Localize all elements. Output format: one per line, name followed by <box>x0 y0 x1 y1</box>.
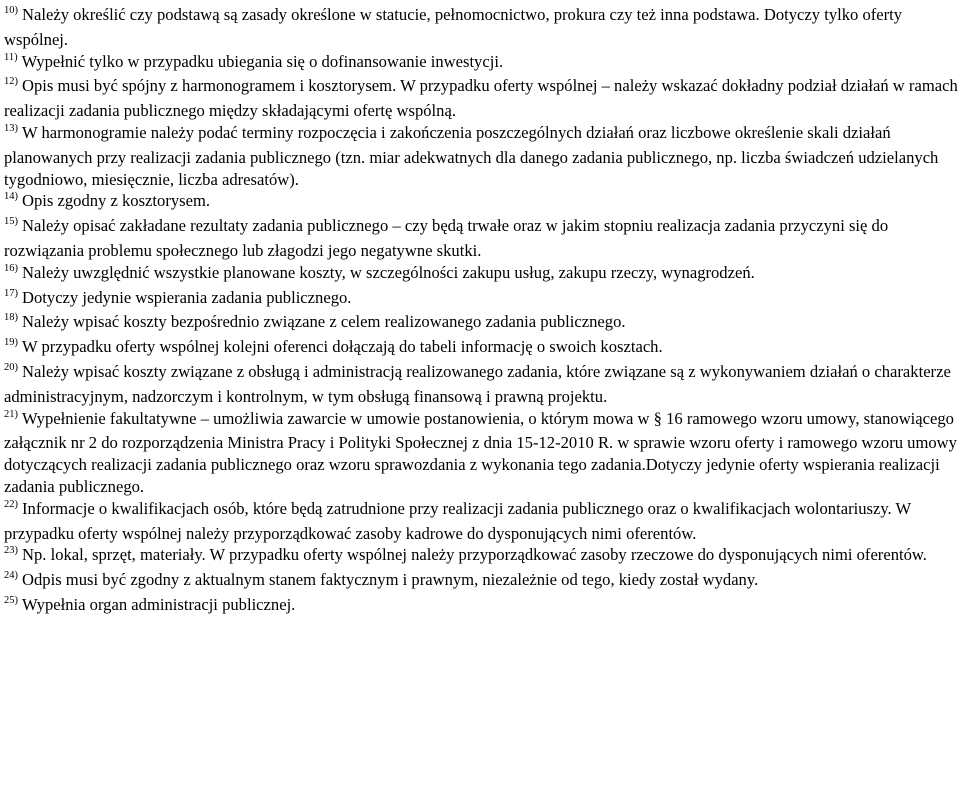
footnote-text: Należy wpisać koszty związane z obsługą i administracją realizowanego zadania, które związane są z wykonywaniem działań o charakterze administracyjnym, nadzorczym i kontrolnym, w tym obsługą finansową i prawną projektu. <box>4 361 951 406</box>
footnote-19 <box>4 336 960 361</box>
footnote-text: Należy wpisać koszty bezpośrednio związane z celem realizowanego zadania publicznego. <box>22 312 626 332</box>
footnote-number: 19) <box>4 337 18 349</box>
footnote-10 <box>4 4 960 51</box>
footnote-number: 10) <box>4 5 18 16</box>
footnote-16 <box>4 262 960 287</box>
footnote-21 <box>4 408 960 498</box>
footnote-text: W harmonogramie należy podać terminy rozpoczęcia i zakończenia poszczególnych działań oraz liczbowe określenie skali działań planowanych przy realizacji zadania publicznego (tzn. miar adekwatnych dla danego zadania publicznego, np. liczba świadczeń udzielanych tygodniowo, miesięcznie, liczba adresatów). <box>4 122 939 189</box>
footnote-text: Np. lokal, sprzęt, materiały. W przypadku oferty wspólnej należy przyporządkować zasoby rzeczowe do dysponujących nimi oferentów. <box>22 545 927 565</box>
footnote-24 <box>4 569 960 594</box>
footnote-17 <box>4 287 960 312</box>
footnote-number: 14) <box>4 191 18 203</box>
footnote-text: Opis musi być spójny z harmonogramem i kosztorysem. W przypadku oferty wspólnej – należy wskazać dokładny podział działań w ramach realizacji zadania publicznego między składającymi ofertę wspólną. <box>4 76 958 121</box>
footnote-number: 16) <box>4 262 18 274</box>
footnote-14 <box>4 190 960 215</box>
footnote-number: 23) <box>4 545 18 557</box>
footnote-text: Należy uwzględnić wszystkie planowane koszty, w szczególności zakupu usług, zakupu rzeczy, wynagrodzeń. <box>22 262 755 282</box>
footnote-text: Informacje o kwalifikacjach osób, które będą zatrudnione przy realizacji zadania publicznego oraz o kwalifikacjach wolontariuszy. W przypadku oferty wspólnej należy przyporządkować zasoby kadrowe do dysponujących nimi oferentów. <box>4 498 911 543</box>
footnote-13 <box>4 122 960 190</box>
footnote-22 <box>4 498 960 545</box>
footnote-text: W przypadku oferty wspólnej kolejni oferenci dołączają do tabeli informację o swoich kosztach. <box>22 337 663 357</box>
footnote-text: Wypełnienie fakultatywne – umożliwia zawarcie w umowie postanowienia, o którym mowa w § 16 ramowego wzoru umowy, stanowiącego załącznik nr 2 do rozporządzenia Ministra Pracy i Polityki Społecznej z dnia 15-12-2010 R. w sprawie wzoru oferty i ramowego wzoru umowy dotyczących realizacji zadania publicznego oraz wzoru sprawozdania z wykonania tego zadania.Dotyczy jedynie oferty wspierania realizacji zadania publicznego. <box>4 408 957 496</box>
footnote-23 <box>4 544 960 569</box>
footnote-number: 12) <box>4 76 18 88</box>
footnote-18 <box>4 311 960 336</box>
footnote-text: Opis zgodny z kosztorysem. <box>22 191 211 211</box>
footnote-12 <box>4 75 960 122</box>
footnote-text: Należy opisać zakładane rezultaty zadania publicznego – czy będą trwałe oraz w jakim stopniu realizacja zadania przyczyni się do rozwiązania problemu społecznego lub złagodzi jego negatywne skutki. <box>4 216 889 260</box>
footnote-number: 20) <box>4 361 18 373</box>
footnote-text: Odpis musi być zgodny z aktualnym stanem faktycznym i prawnym, niezależnie od tego, kiedy został wydany. <box>22 570 759 590</box>
footnote-number: 11) <box>4 51 18 63</box>
footnote-number: 18) <box>4 312 18 324</box>
footnote-number: 25) <box>4 594 18 606</box>
footnote-number: 21) <box>4 408 18 420</box>
footnote-15 <box>4 215 960 262</box>
footnote-25 <box>4 594 960 619</box>
footnote-number: 13) <box>4 122 18 134</box>
footnote-number: 24) <box>4 570 18 582</box>
footnote-number: 22) <box>4 498 18 510</box>
footnote-11 <box>4 51 960 76</box>
footnote-text: Dotyczy jedynie wspierania zadania publicznego. <box>22 287 352 307</box>
footnote-20 <box>4 361 960 408</box>
footnote-text: Wypełnić tylko w przypadku ubiegania się o dofinansowanie inwestycji. <box>21 51 504 71</box>
footnote-number: 17) <box>4 287 18 299</box>
footnote-text: Wypełnia organ administracji publicznej. <box>22 594 296 614</box>
footnote-number: 15) <box>4 216 18 228</box>
footnote-text: Należy określić czy podstawą są zasady określone w statucie, pełnomocnictwo, prokura czy też inna podstawa. Dotyczy tylko oferty wspólnej. <box>4 5 903 49</box>
